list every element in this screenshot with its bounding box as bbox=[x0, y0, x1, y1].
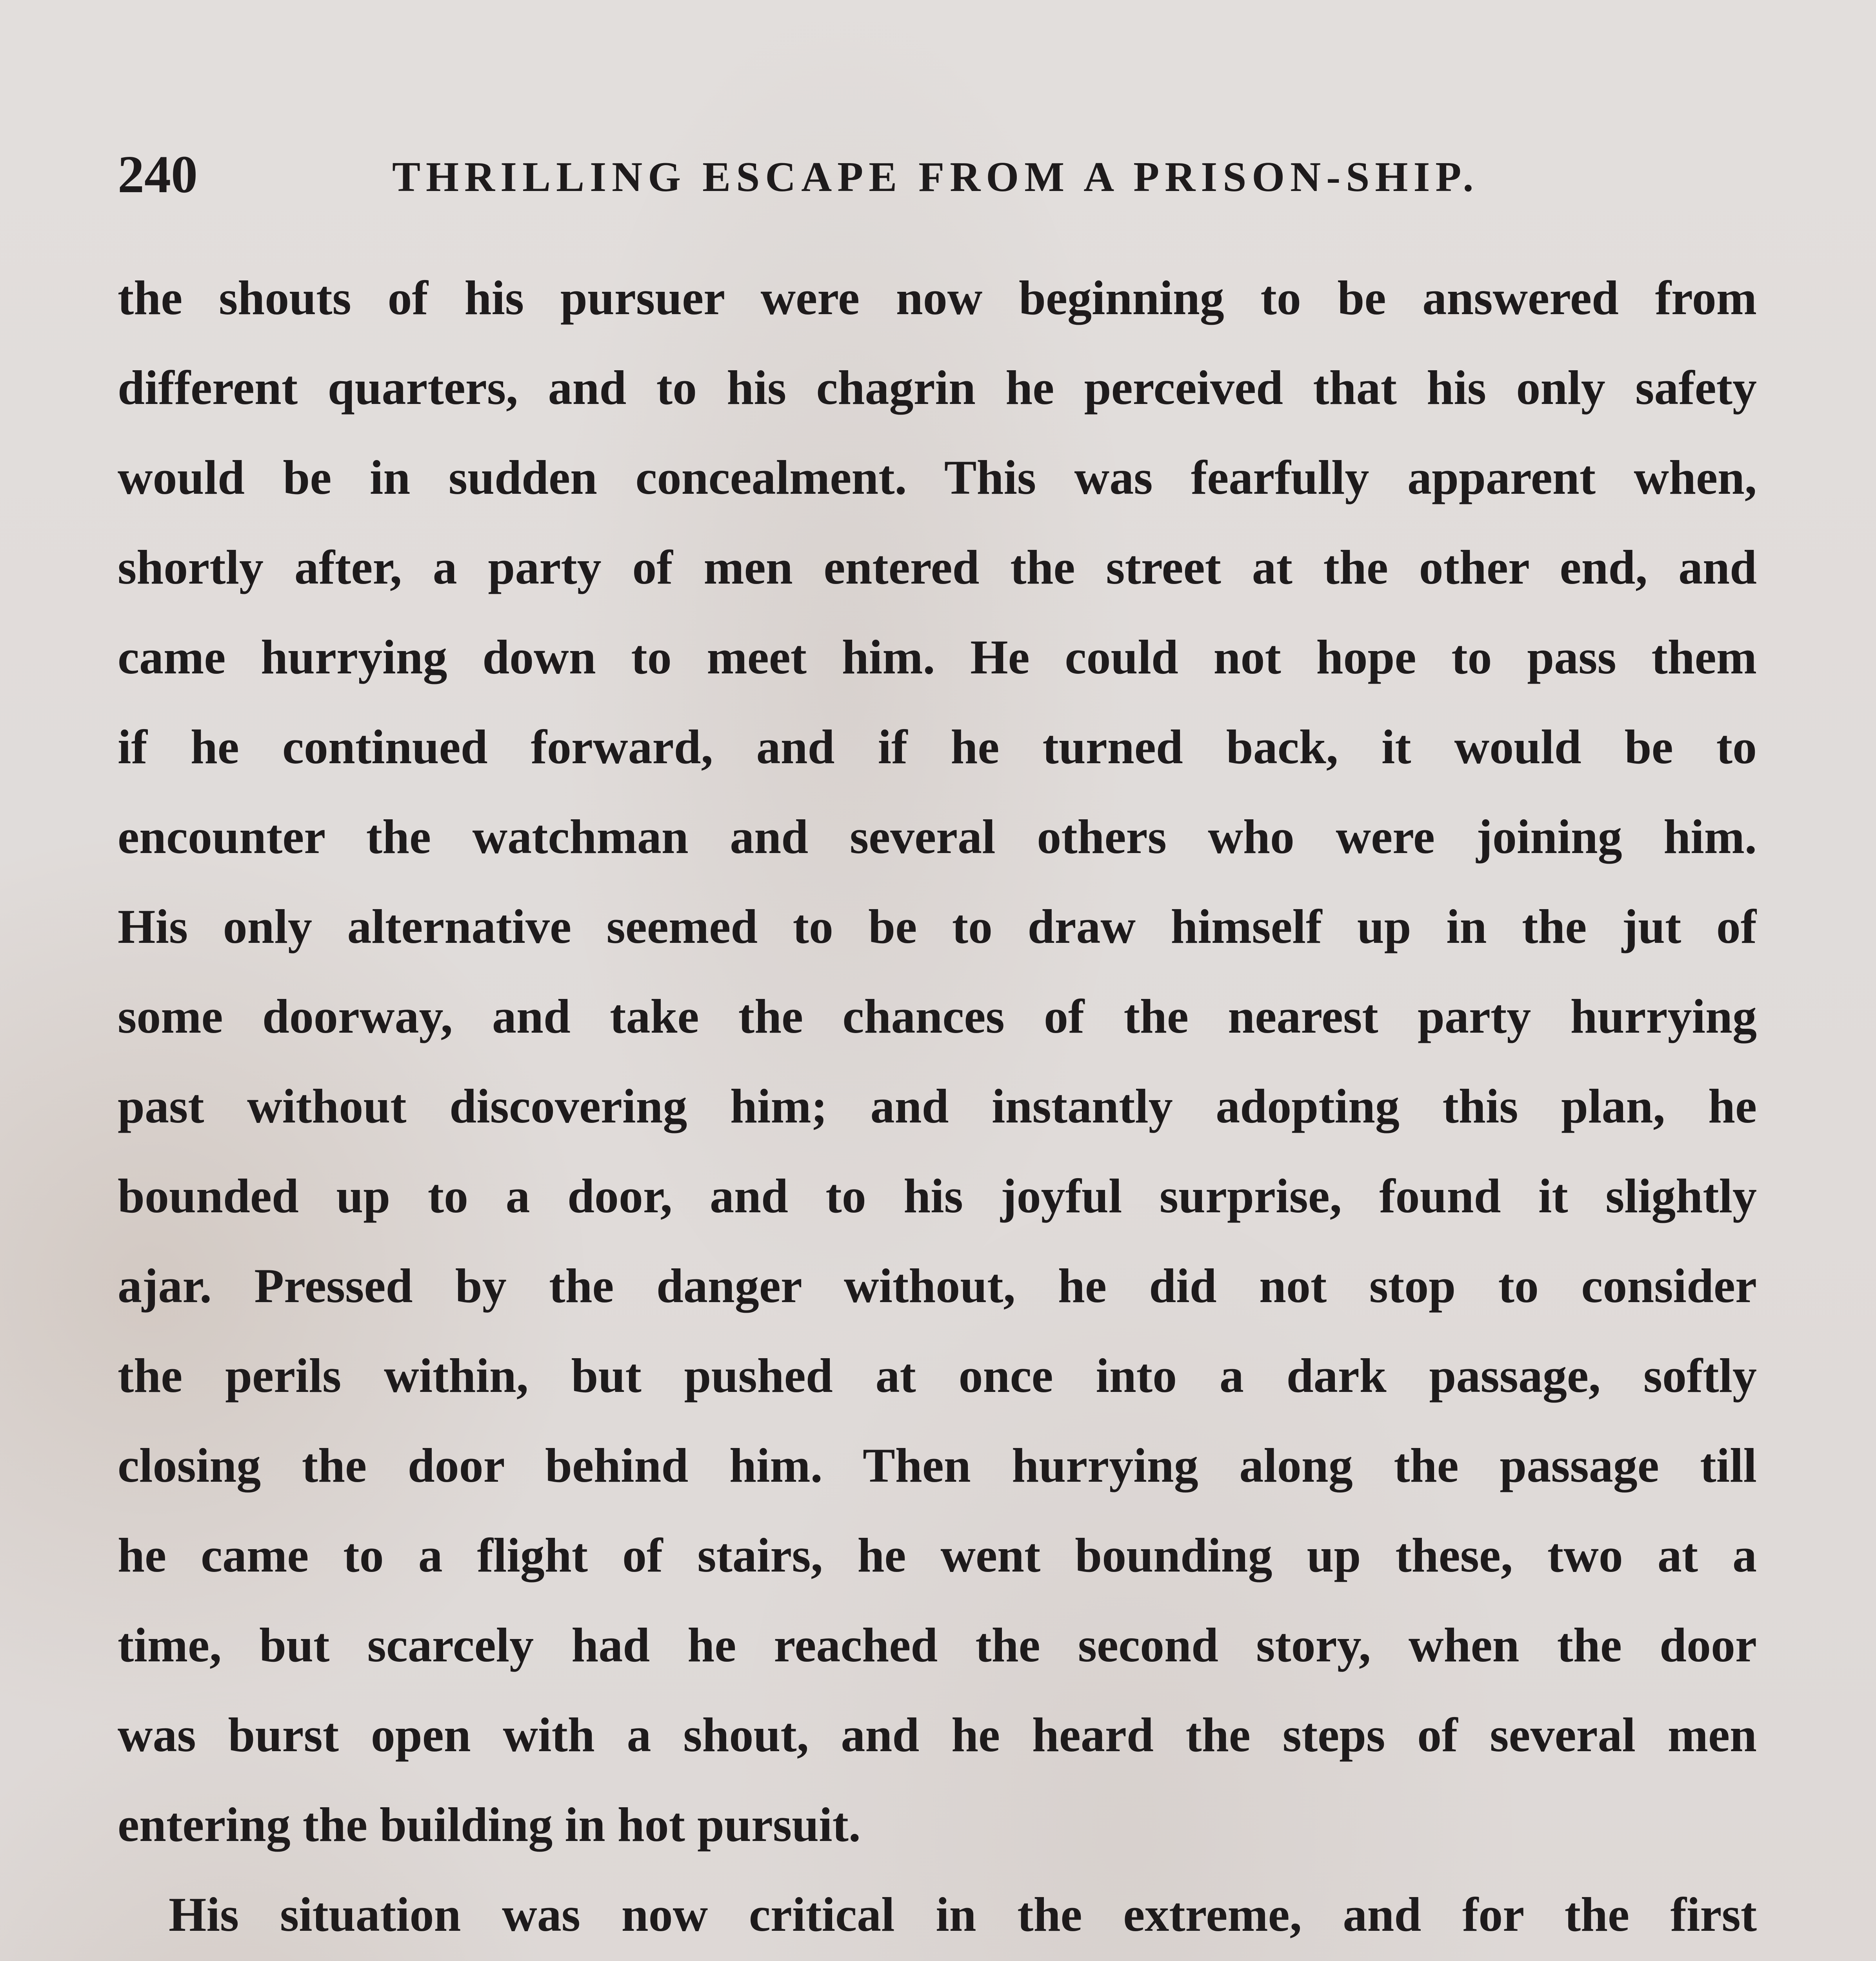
text-line: the shouts of his pursuer were now beginning to be answered from bbox=[118, 271, 1757, 325]
text-line: His situation was now critical in the extreme, and for the first bbox=[169, 1888, 1757, 1941]
text-line: would be in sudden concealment. This was fearfully apparent when, bbox=[118, 451, 1757, 504]
text-line: was burst open with a shout, and he heard the steps of several men bbox=[118, 1708, 1757, 1762]
text-line: shortly after, a party of men entered the street at the other end, and bbox=[118, 540, 1757, 594]
text-line: different quarters, and to his chagrin he perceived that his only safety bbox=[118, 361, 1757, 415]
page-header bbox=[118, 143, 1765, 206]
running-head: THRILLING ESCAPE FROM A PRISON-SHIP. bbox=[392, 154, 1479, 200]
text-line: came hurrying down to meet him. He could not hope to pass them bbox=[118, 630, 1757, 684]
text-line: the perils within, but pushed at once into a dark passage, softly bbox=[118, 1349, 1757, 1403]
text-line: past without discovering him; and instantly adopting this plan, he bbox=[118, 1079, 1757, 1133]
text-line: encounter the watchman and several others who were joining him. bbox=[118, 810, 1757, 864]
paragraph-1 bbox=[118, 253, 1757, 1870]
text-line: some doorway, and take the chances of the nearest party hurrying bbox=[118, 990, 1757, 1043]
text-line bbox=[118, 1959, 1757, 1961]
text-line: closing the door behind him. Then hurrying along the passage till bbox=[118, 1439, 1757, 1492]
text-line: time, but scarcely had he reached the second story, when the door bbox=[118, 1618, 1757, 1672]
body-text bbox=[118, 253, 1757, 1961]
page-number: 240 bbox=[118, 145, 198, 204]
paragraph-2 bbox=[118, 1870, 1757, 1961]
text-line: His only alternative seemed to be to draw himself up in the jut of bbox=[118, 900, 1757, 953]
text-line: ajar. Pressed by the danger without, he did not stop to consider bbox=[118, 1259, 1757, 1313]
text-line: entering the building in hot pursuit. bbox=[118, 1798, 861, 1852]
text-line: if he continued forward, and if he turned back, it would be to bbox=[118, 720, 1757, 774]
text-line: he came to a flight of stairs, he went bounding up these, two at a bbox=[118, 1528, 1757, 1582]
text-line: bounded up to a door, and to his joyful surprise, found it slightly bbox=[118, 1169, 1757, 1223]
